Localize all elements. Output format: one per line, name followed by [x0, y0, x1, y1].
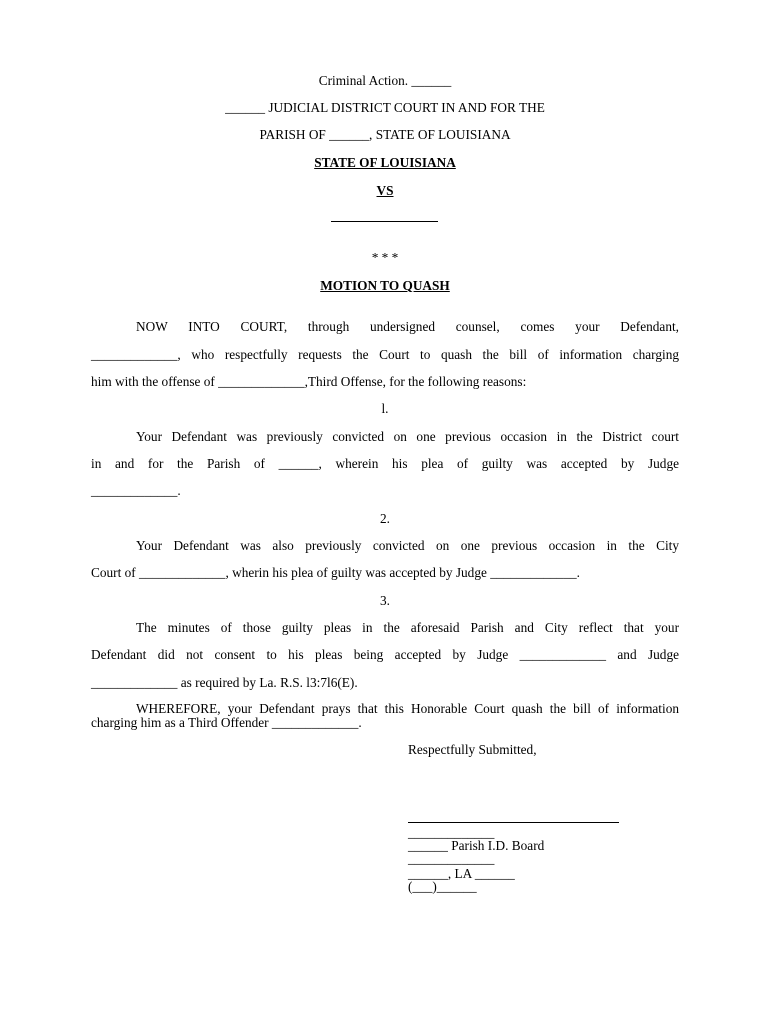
signature-rule — [408, 822, 619, 823]
reason-number: 3. — [380, 593, 390, 608]
signature-line-5: (___)______ — [408, 879, 477, 894]
versus-heading: VS — [376, 183, 394, 198]
reason-3-line-1: The minutes of those guilty pleas in the aforesaid Parish and City reflect that your — [136, 620, 679, 635]
signature-line-1: _____________ — [408, 825, 495, 840]
court-line: ______ JUDICIAL DISTRICT COURT IN AND FOR THE — [225, 100, 545, 115]
plaintiff-heading: STATE OF LOUISIANA — [314, 155, 456, 170]
signature-line-2: ______ Parish I.D. Board — [408, 838, 545, 853]
reason-1-line-1: Your Defendant was previously convicted on one previous occasion in the District court — [136, 429, 679, 444]
reason-1-line-3: _____________. — [91, 483, 181, 498]
intro-line-1: NOW INTO COURT, through undersigned counsel, comes your Defendant, — [136, 319, 679, 334]
reason-number: l. — [381, 401, 389, 416]
intro-line-2: _____________, who respectfully requests the Court to quash the bill of information charging — [91, 347, 679, 362]
reason-3-line-3: _____________ as required by La. R.S. l3:7l6(E). — [91, 675, 358, 690]
signature-line-4: ______, LA ______ — [408, 866, 515, 881]
intro-line-3: him with the offense of _____________,Third Offense, for the following reasons: — [91, 374, 527, 389]
document-title: MOTION TO QUASH — [320, 278, 450, 293]
defendant-name-rule — [331, 221, 438, 222]
reason-2-line-1: Your Defendant was also previously convicted on one previous occasion in the City — [136, 538, 679, 553]
parish-line: PARISH OF ______, STATE OF LOUISIANA — [259, 127, 511, 142]
reason-number: 2. — [380, 511, 390, 526]
reason-3-line-2: Defendant did not consent to his pleas being accepted by Judge _____________ and Judge — [91, 647, 679, 662]
criminal-action-line: Criminal Action. ______ — [318, 73, 452, 88]
reason-2-line-2: Court of _____________, wherin his plea of guilty was accepted by Judge _____________. — [91, 565, 580, 580]
closing-line: Respectfully Submitted, — [408, 742, 537, 757]
wherefore-paragraph: WHEREFORE, your Defendant prays that this Honorable Court quash the bill of information charging him as a Third Offender _____________. — [91, 701, 679, 730]
signature-line-3: _____________ — [408, 851, 495, 866]
reason-1-line-2: in and for the Parish of ______, wherein his plea of guilty was accepted by Judge — [91, 456, 679, 471]
separator-asterisks: * * * — [371, 250, 399, 265]
